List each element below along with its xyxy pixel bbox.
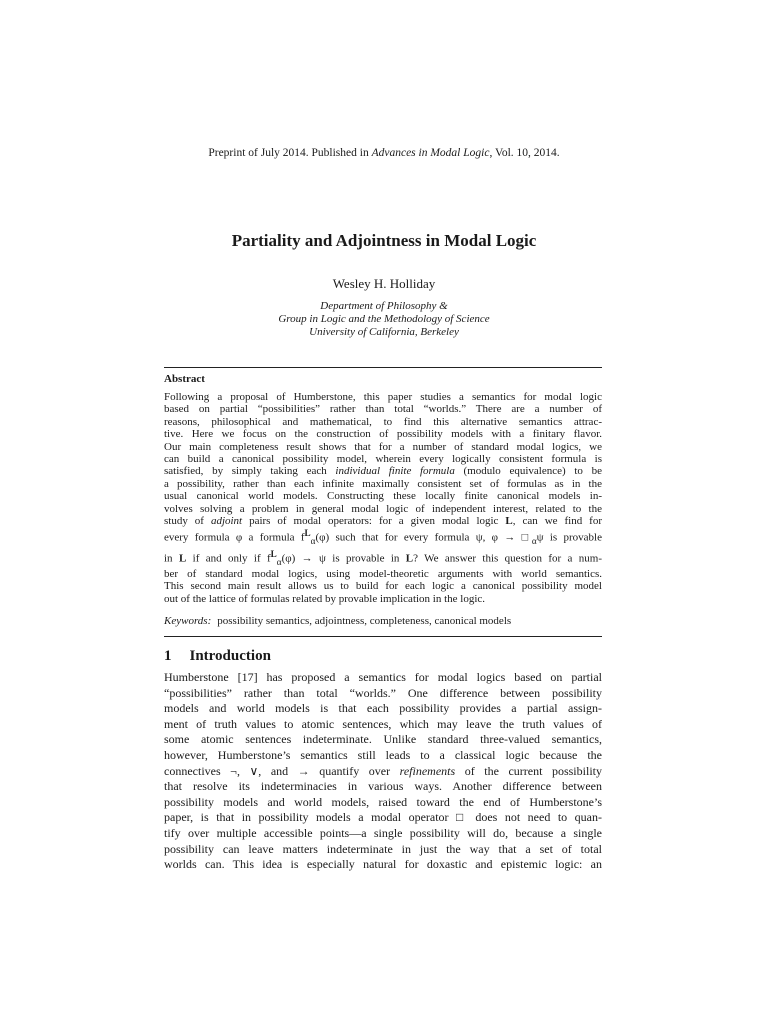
body-text: connectives ¬, ∨, and → quantify over (164, 763, 400, 778)
abstract-line: a possibility, rather than each infinite maximally consistent set of formulas as in the (164, 477, 602, 490)
abstract-bottom-rule (164, 636, 602, 637)
body-line: “possibilities” rather than total “worlds.” One difference between possibility (164, 685, 602, 700)
section-title: Introduction (189, 648, 271, 664)
section-number: 1 (164, 648, 172, 664)
logic-symbol: L (178, 552, 187, 565)
keywords-label: Keywords: (164, 615, 212, 627)
preprint-suffix: , Vol. 10, 2014. (489, 147, 560, 159)
abstract-line: volves solving a problem in general modal logic of independent interest, related to the (164, 502, 602, 515)
abstract-text: ? We answer this question for a num- (413, 552, 602, 565)
abstract-text: (φ) such that for every formula ψ, φ → □ (315, 532, 532, 545)
body-line: that resolve its indeterminacies in various ways. Another difference between (164, 779, 602, 794)
body-line: tify over multiple accessible points—a single possibility will do, because a single (164, 825, 602, 840)
affiliation (0, 300, 768, 339)
body-text: of the current possibility (455, 763, 602, 778)
body-line: Humberstone [17] has proposed a semantics for modal logics based on partial (164, 670, 602, 684)
body-line: possibility models and world models, raised toward the end of Humberstone’s (164, 794, 602, 809)
affiliation-line: Group in Logic and the Methodology of Science (278, 313, 490, 325)
abstract-line (164, 465, 602, 477)
abstract-text: (φ) → ψ is provable in (281, 552, 406, 565)
logic-symbol: L (304, 528, 311, 539)
preprint-note (0, 147, 768, 159)
body-line: however, Humberstone’s semantics still leads to a classical logic because the (164, 747, 602, 762)
abstract-body (164, 391, 602, 605)
subscript: α (276, 556, 282, 567)
body-line: ment of truth values to atomic sentences, which may leave the truth values of (164, 716, 602, 731)
abstract-text: ψ is provable (536, 532, 602, 545)
body-line: possibility can leave matters indeterminate in just the way that a set of total (164, 841, 602, 856)
abstract-text: in (164, 552, 179, 565)
abstract-line: usual canonical world models. Constructing these locally finite canonical models in- (164, 490, 602, 503)
abstract-line: This second main result allows us to build for each logic a canonical possibility model (164, 580, 602, 593)
preprint-prefix: Preprint of July 2014. Published in (208, 147, 372, 159)
abstract-line (164, 515, 602, 527)
abstract-top-rule (164, 367, 602, 368)
abstract-line: tive. Here we focus on the construction of possibility models with a finitary flavor. (164, 428, 602, 441)
abstract-line: can build a canonical possibility model, wherein every logically consistent formula is (164, 453, 602, 466)
logic-symbol: L (405, 552, 414, 565)
keywords (164, 615, 602, 627)
affiliation-line: Department of Philosophy & (320, 300, 448, 312)
abstract-line (164, 527, 602, 547)
abstract-line: based on partial “possibilities” rather than total “worlds.” There are a number of (164, 403, 602, 416)
abstract-text: every formula φ a formula f (164, 532, 305, 545)
abstract-emphasis: individual finite formula (335, 465, 455, 478)
body-emphasis: refinements (399, 763, 456, 778)
abstract-line (164, 548, 602, 568)
introduction-body (164, 670, 602, 873)
journal-name: Advances in Modal Logic (371, 147, 490, 159)
body-line (164, 764, 602, 780)
abstract-text: satisfied, by simply taking each (164, 465, 336, 478)
abstract-line: out of the lattice of formulas related by provable implication in the logic. (164, 592, 486, 605)
body-line: some atomic sentences indeterminate. Unlike standard three-valued semantics, (164, 732, 602, 747)
body-line: worlds can. This idea is especially natural for doxastic and epistemic logic: an (164, 857, 602, 872)
keywords-text: possibility semantics, adjointness, completeness, canonical models (217, 615, 512, 627)
body-line: paper, is that in possibility models a modal operator □ does not need to quan- (164, 810, 602, 825)
affiliation-line: University of California, Berkeley (309, 326, 459, 338)
paper-author: Wesley H. Holliday (332, 276, 436, 291)
subscript: α (310, 536, 316, 547)
abstract-text: pairs of modal operators: for a given modal logic (242, 515, 506, 528)
body-line: models and world models is that each possibility provides a partial assign- (164, 701, 602, 716)
logic-symbol: L (505, 515, 513, 528)
subscript: α (531, 536, 537, 547)
abstract-text: (modulo equivalence) to be (454, 465, 602, 478)
abstract-heading: Abstract (164, 373, 205, 385)
abstract-text: if and only if f (186, 552, 271, 565)
abstract-text: study of (164, 515, 211, 528)
paper-title: Partiality and Adjointness in Modal Logic (231, 231, 537, 250)
abstract-text: , can we find for (512, 515, 603, 528)
abstract-emphasis: adjoint (210, 515, 243, 528)
abstract-line: reasons, philosophical and mathematical, to find this alternative semantics attrac- (164, 415, 602, 428)
abstract-line: Our main completeness result shows that for a number of standard modal logics, we (164, 440, 602, 453)
section-heading (164, 648, 271, 665)
abstract-line: Following a proposal of Humberstone, this paper studies a semantics for modal logic (164, 391, 602, 403)
abstract-line: ber of standard modal logics, using model-theoretic arguments with world semantics. (164, 567, 602, 580)
logic-symbol: L (270, 548, 277, 559)
